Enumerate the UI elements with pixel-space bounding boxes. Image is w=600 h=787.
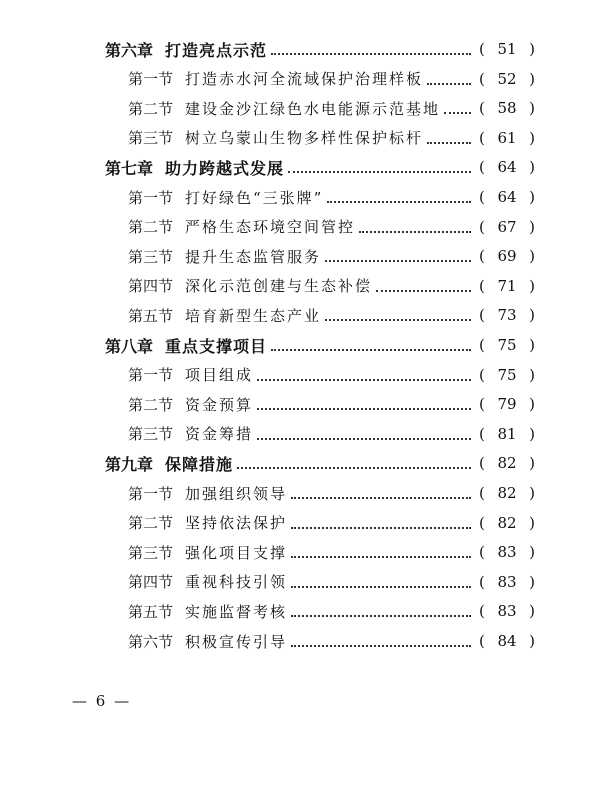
toc-section-row — [0, 537, 600, 567]
toc-page-number: 83 — [497, 602, 517, 621]
toc-page-number: 83 — [497, 543, 517, 562]
toc-entry-number: 第一节 — [128, 366, 174, 385]
open-paren: ( — [479, 365, 485, 384]
open-paren: ( — [479, 424, 485, 443]
toc-page-ref — [479, 543, 535, 561]
toc-page-ref — [479, 484, 535, 502]
toc-page-ref — [479, 40, 535, 58]
page-number-footer: — 6 — — [72, 692, 132, 710]
toc-entry-title: 重视科技引领 — [185, 573, 288, 592]
toc-section-row — [0, 300, 600, 330]
toc-entry-number: 第一节 — [128, 188, 174, 207]
toc-leader-dots — [325, 319, 471, 321]
toc-entry-title: 打好绿色“三张牌” — [185, 188, 324, 207]
toc-leader-dots — [291, 586, 471, 588]
toc-leader-dots — [327, 201, 471, 203]
toc-leader-dots — [257, 379, 471, 381]
toc-page-number: 64 — [497, 158, 517, 177]
close-paren: ) — [529, 336, 535, 354]
toc-entry-lead — [128, 631, 475, 652]
toc-entry-title: 资金筹措 — [185, 425, 254, 444]
toc-page-number: 58 — [497, 99, 517, 118]
toc-section-row — [0, 626, 600, 656]
toc-entry-lead — [128, 305, 475, 326]
toc-entry-number: 第一节 — [128, 70, 174, 89]
toc-page-ref — [479, 188, 535, 206]
close-paren: ) — [529, 365, 535, 384]
toc-section-row — [0, 241, 600, 271]
toc-page-ref — [479, 70, 535, 88]
open-paren: ( — [479, 40, 485, 58]
toc-page-number: 64 — [497, 188, 517, 206]
toc-entry-number: 第四节 — [128, 277, 174, 296]
toc-entry-number: 第六章 — [105, 40, 154, 60]
close-paren: ) — [529, 543, 535, 562]
toc-entry-number: 第二节 — [128, 395, 174, 414]
toc-leader-dots — [427, 142, 471, 144]
close-paren: ) — [529, 158, 535, 177]
toc-page-number: 82 — [497, 513, 517, 532]
toc-entry-title: 保障措施 — [165, 454, 234, 474]
toc-entry-title: 提升生态监管服务 — [185, 247, 322, 266]
toc-section-row — [0, 182, 600, 212]
close-paren: ) — [529, 484, 535, 502]
toc-entry-title: 深化示范创建与生态补偿 — [185, 277, 373, 296]
open-paren: ( — [479, 602, 485, 621]
toc-entry-lead — [128, 216, 475, 237]
toc-entry-lead — [128, 275, 475, 296]
toc-entry-title: 重点支撑项目 — [165, 336, 268, 356]
toc-leader-dots — [291, 645, 471, 647]
toc-entry-number: 第五节 — [128, 306, 174, 325]
open-paren: ( — [479, 454, 485, 473]
toc-section-row — [0, 93, 600, 123]
toc-entry-lead — [128, 364, 475, 385]
toc-page-number: 75 — [497, 365, 517, 384]
toc-section-row — [0, 212, 600, 242]
toc-page-ref — [479, 425, 535, 443]
toc-entry-number: 第一节 — [128, 484, 174, 503]
toc-section-row — [0, 64, 600, 94]
toc-page-number: 71 — [497, 276, 517, 295]
open-paren: ( — [479, 572, 485, 591]
toc-entry-lead — [105, 38, 475, 61]
toc-entry-lead — [128, 483, 475, 504]
toc-leader-dots — [271, 53, 471, 55]
toc-page-number: 52 — [497, 69, 517, 88]
open-paren: ( — [479, 217, 485, 236]
toc-entry-number: 第三节 — [128, 129, 174, 148]
toc-page-ref — [479, 454, 535, 472]
toc-page-ref — [479, 632, 535, 650]
toc-entry-lead — [128, 423, 475, 444]
close-paren: ) — [529, 395, 535, 414]
toc-leader-dots — [291, 556, 471, 558]
toc-entry-lead — [105, 452, 475, 475]
toc-chapter-row — [0, 448, 600, 478]
close-paren: ) — [529, 454, 535, 473]
toc-page-number: 81 — [497, 424, 517, 443]
toc-leader-dots — [291, 527, 471, 529]
open-paren: ( — [479, 336, 485, 354]
toc-entry-number: 第二节 — [128, 514, 174, 533]
toc-entry-lead — [105, 334, 475, 357]
toc-entry-number: 第九章 — [105, 454, 154, 474]
toc-entry-title: 严格生态环境空间管控 — [185, 218, 356, 237]
toc-page-number: 82 — [497, 484, 517, 502]
toc-page-ref — [479, 158, 535, 176]
toc-entry-number: 第六节 — [128, 632, 174, 651]
close-paren: ) — [529, 276, 535, 295]
toc-entry-lead — [128, 394, 475, 415]
open-paren: ( — [479, 484, 485, 502]
toc-page-ref — [479, 336, 535, 354]
close-paren: ) — [529, 572, 535, 591]
toc-entry-lead — [128, 68, 475, 89]
toc-entry-title: 实施监督考核 — [185, 602, 288, 621]
toc-section-row — [0, 478, 600, 508]
close-paren: ) — [529, 99, 535, 118]
toc-section-row — [0, 567, 600, 597]
toc-entry-title: 加强组织领导 — [185, 484, 288, 503]
toc-page-ref — [479, 602, 535, 620]
open-paren: ( — [479, 158, 485, 177]
toc-chapter-row — [0, 330, 600, 360]
toc-entry-title: 助力跨越式发展 — [165, 158, 285, 178]
toc-entry-number: 第三节 — [128, 247, 174, 266]
toc-entry-lead — [128, 571, 475, 592]
open-paren: ( — [479, 513, 485, 532]
close-paren: ) — [529, 69, 535, 88]
toc-entry-lead — [128, 542, 475, 563]
toc-page-number: 84 — [497, 632, 517, 650]
toc-page-number: 73 — [497, 306, 517, 325]
toc-section-row — [0, 596, 600, 626]
toc-section-row — [0, 419, 600, 449]
toc-leader-dots — [288, 171, 471, 173]
toc-entry-number: 第四节 — [128, 573, 174, 592]
toc-page-ref — [479, 514, 535, 532]
toc-entry-title: 建设金沙江绿色水电能源示范基地 — [185, 99, 441, 118]
toc-page-ref — [479, 99, 535, 117]
open-paren: ( — [479, 395, 485, 414]
toc-page-ref — [479, 573, 535, 591]
close-paren: ) — [529, 247, 535, 266]
toc-entry-lead — [128, 127, 475, 148]
toc-page-ref — [479, 306, 535, 324]
toc-leader-dots — [257, 408, 471, 410]
toc-page-ref — [479, 395, 535, 413]
toc-section-row — [0, 389, 600, 419]
toc-leader-dots — [237, 467, 471, 469]
toc-page-number: 51 — [497, 40, 517, 58]
toc-entry-number: 第五节 — [128, 602, 174, 621]
toc-entry-title: 打造赤水河全流域保护治理样板 — [185, 70, 424, 89]
open-paren: ( — [479, 247, 485, 266]
toc-entry-lead — [128, 246, 475, 267]
close-paren: ) — [529, 424, 535, 443]
open-paren: ( — [479, 188, 485, 206]
toc-entry-number: 第二节 — [128, 99, 174, 118]
close-paren: ) — [529, 602, 535, 621]
toc-page-ref — [479, 277, 535, 295]
toc-entry-number: 第二节 — [128, 218, 174, 237]
toc-entry-lead — [128, 601, 475, 622]
toc-leader-dots — [376, 290, 471, 292]
toc-section-row — [0, 123, 600, 153]
toc-entry-lead — [105, 156, 475, 179]
toc-entry-lead — [128, 187, 475, 208]
toc-page-number: 61 — [497, 128, 517, 147]
open-paren: ( — [479, 128, 485, 147]
toc-entry-title: 项目组成 — [185, 366, 254, 385]
close-paren: ) — [529, 188, 535, 206]
toc-page-number: 79 — [497, 395, 517, 414]
toc-leader-dots — [291, 497, 471, 499]
close-paren: ) — [529, 306, 535, 325]
toc-page-number: 69 — [497, 247, 517, 266]
toc-section-row — [0, 271, 600, 301]
close-paren: ) — [529, 40, 535, 58]
open-paren: ( — [479, 632, 485, 650]
close-paren: ) — [529, 632, 535, 650]
toc-page-ref — [479, 366, 535, 384]
toc-section-row — [0, 360, 600, 390]
toc-page-number: 82 — [497, 454, 517, 473]
close-paren: ) — [529, 217, 535, 236]
toc-leader-dots — [291, 615, 471, 617]
toc-page-ref — [479, 129, 535, 147]
close-paren: ) — [529, 128, 535, 147]
toc-leader-dots — [359, 231, 471, 233]
open-paren: ( — [479, 69, 485, 88]
toc-entry-title: 树立乌蒙山生物多样性保护标杆 — [185, 129, 424, 148]
toc-entry-number: 第三节 — [128, 425, 174, 444]
toc-leader-dots — [257, 438, 471, 440]
toc-leader-dots — [271, 349, 471, 351]
open-paren: ( — [479, 276, 485, 295]
toc-entry-title: 打造亮点示范 — [165, 40, 268, 60]
toc-entry-lead — [128, 98, 475, 119]
toc-entry-lead — [128, 512, 475, 533]
toc-leader-dots — [325, 260, 471, 262]
toc-entry-number: 第七章 — [105, 158, 154, 178]
close-paren: ) — [529, 513, 535, 532]
toc-chapter-row — [0, 34, 600, 64]
toc-chapter-row — [0, 152, 600, 182]
toc-entry-number: 第八章 — [105, 336, 154, 356]
open-paren: ( — [479, 543, 485, 562]
toc-entry-title: 培育新型生态产业 — [185, 306, 322, 325]
toc-entry-title: 强化项目支撑 — [185, 543, 288, 562]
toc-page-number: 75 — [497, 336, 517, 354]
toc-page-number: 83 — [497, 572, 517, 591]
toc-entry-title: 积极宣传引导 — [185, 632, 288, 651]
toc-leader-dots — [444, 112, 471, 114]
toc-leader-dots — [427, 83, 471, 85]
open-paren: ( — [479, 99, 485, 118]
toc-page-ref — [479, 247, 535, 265]
toc-section-row — [0, 508, 600, 538]
toc-page-number: 67 — [497, 217, 517, 236]
toc-page-ref — [479, 218, 535, 236]
toc-entry-title: 坚持依法保护 — [185, 514, 288, 533]
open-paren: ( — [479, 306, 485, 325]
toc-entry-number: 第三节 — [128, 543, 174, 562]
toc-entry-title: 资金预算 — [185, 395, 254, 414]
